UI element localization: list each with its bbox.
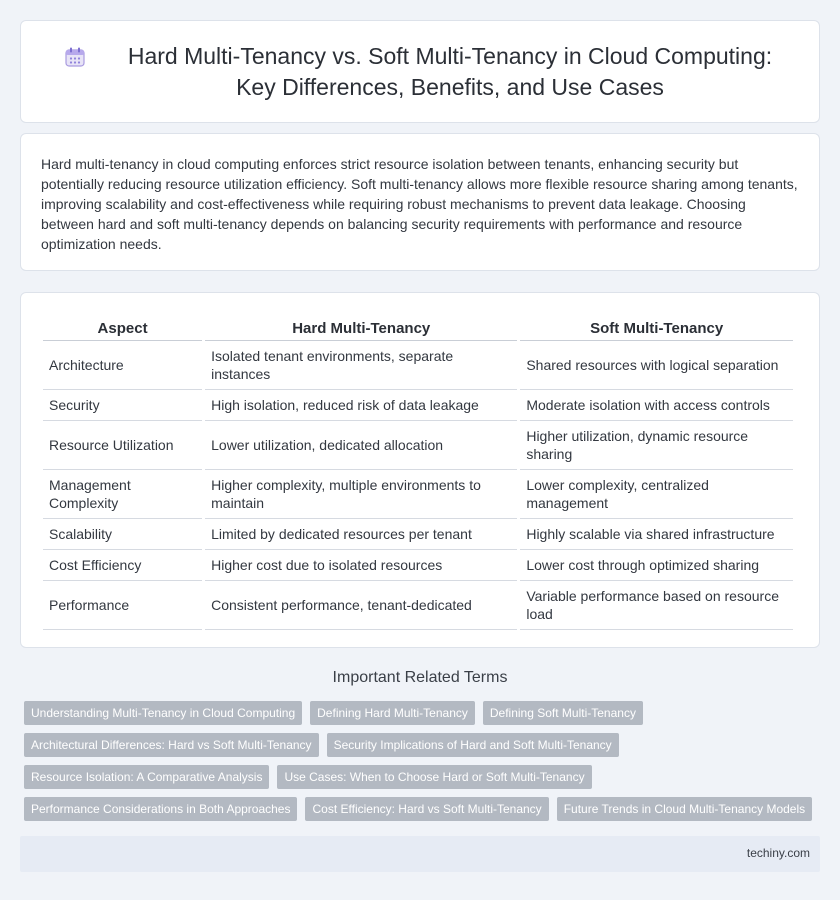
cell-soft: Higher utilization, dynamic resource sharing: [520, 421, 793, 470]
related-term-tag[interactable]: Performance Considerations in Both Approaches: [24, 797, 297, 821]
footer: [20, 836, 820, 872]
cell-hard: Lower utilization, dedicated allocation: [205, 421, 517, 470]
related-term-tag[interactable]: Security Implications of Hard and Soft Multi-Tenancy: [327, 733, 619, 757]
cell-hard: High isolation, reduced risk of data leakage: [205, 390, 517, 421]
cell-soft: Variable performance based on resource load: [520, 581, 793, 630]
table-header-row: [43, 311, 793, 341]
cell-soft: Highly scalable via shared infrastructure: [520, 519, 793, 550]
cell-hard: Higher cost due to isolated resources: [205, 550, 517, 581]
cell-soft: Moderate isolation with access controls: [520, 390, 793, 421]
related-term-tag[interactable]: Cost Efficiency: Hard vs Soft Multi-Tenancy: [305, 797, 548, 821]
intro-card: [20, 133, 820, 271]
header-soft: Soft Multi-Tenancy: [520, 311, 793, 341]
cell-soft: Lower complexity, centralized management: [520, 470, 793, 519]
cell-aspect: Management Complexity: [43, 470, 202, 519]
related-term-tag[interactable]: Defining Hard Multi-Tenancy: [310, 701, 475, 725]
table-row: [43, 470, 793, 519]
cell-aspect: Security: [43, 390, 202, 421]
cell-aspect: Scalability: [43, 519, 202, 550]
table-row: [43, 421, 793, 470]
related-term-tag[interactable]: Future Trends in Cloud Multi-Tenancy Models: [557, 797, 812, 821]
header-aspect: Aspect: [43, 311, 202, 341]
related-terms: [24, 701, 824, 829]
tag-row: [24, 797, 824, 821]
table-row: [43, 581, 793, 630]
table-row: [43, 550, 793, 581]
related-term-tag[interactable]: Defining Soft Multi-Tenancy: [483, 701, 643, 725]
table-row: [43, 341, 793, 390]
cell-aspect: Architecture: [43, 341, 202, 390]
cell-hard: Isolated tenant environments, separate instances: [205, 341, 517, 390]
cell-soft: Lower cost through optimized sharing: [520, 550, 793, 581]
cell-hard: Consistent performance, tenant-dedicated: [205, 581, 517, 630]
header-hard: Hard Multi-Tenancy: [205, 311, 517, 341]
table-row: [43, 519, 793, 550]
cell-aspect: Performance: [43, 581, 202, 630]
related-term-tag[interactable]: Understanding Multi-Tenancy in Cloud Computing: [24, 701, 302, 725]
intro-paragraph: Hard multi-tenancy in cloud computing enforces strict resource isolation between tenants, enhancing security but potentially reducing resource utilization efficiency. Soft multi-tenancy allows more flexible resource sharing among tenants, improving scalability and cost-effectiveness while requiring robust mechanisms to prevent data leakage. Choosing between hard and soft multi-tenancy depends on balancing security requirements with performance and resource optimization needs.: [41, 156, 798, 252]
related-term-tag[interactable]: Use Cases: When to Choose Hard or Soft Multi-Tenancy: [277, 765, 591, 789]
tag-row: [24, 733, 824, 757]
related-term-tag[interactable]: Architectural Differences: Hard vs Soft Multi-Tenancy: [24, 733, 319, 757]
cell-aspect: Resource Utilization: [43, 421, 202, 470]
table-row: [43, 390, 793, 421]
comparison-table: [40, 311, 796, 630]
cell-hard: Limited by dedicated resources per tenant: [205, 519, 517, 550]
related-term-tag[interactable]: Resource Isolation: A Comparative Analysis: [24, 765, 269, 789]
cell-hard: Higher complexity, multiple environments to maintain: [205, 470, 517, 519]
cell-soft: Shared resources with logical separation: [520, 341, 793, 390]
related-terms-title: Important Related Terms: [332, 669, 508, 686]
page-title: Hard Multi-Tenancy vs. Soft Multi-Tenancy in Cloud Computing: Key Differences, Benefits, and Use Cases: [127, 42, 773, 100]
tag-row: [24, 701, 824, 725]
tag-row: [24, 765, 824, 789]
comparison-card: [20, 292, 820, 648]
footer-site-link[interactable]: techiny.com: [746, 846, 810, 860]
cell-aspect: Cost Efficiency: [43, 550, 202, 581]
title-card: [20, 20, 820, 123]
